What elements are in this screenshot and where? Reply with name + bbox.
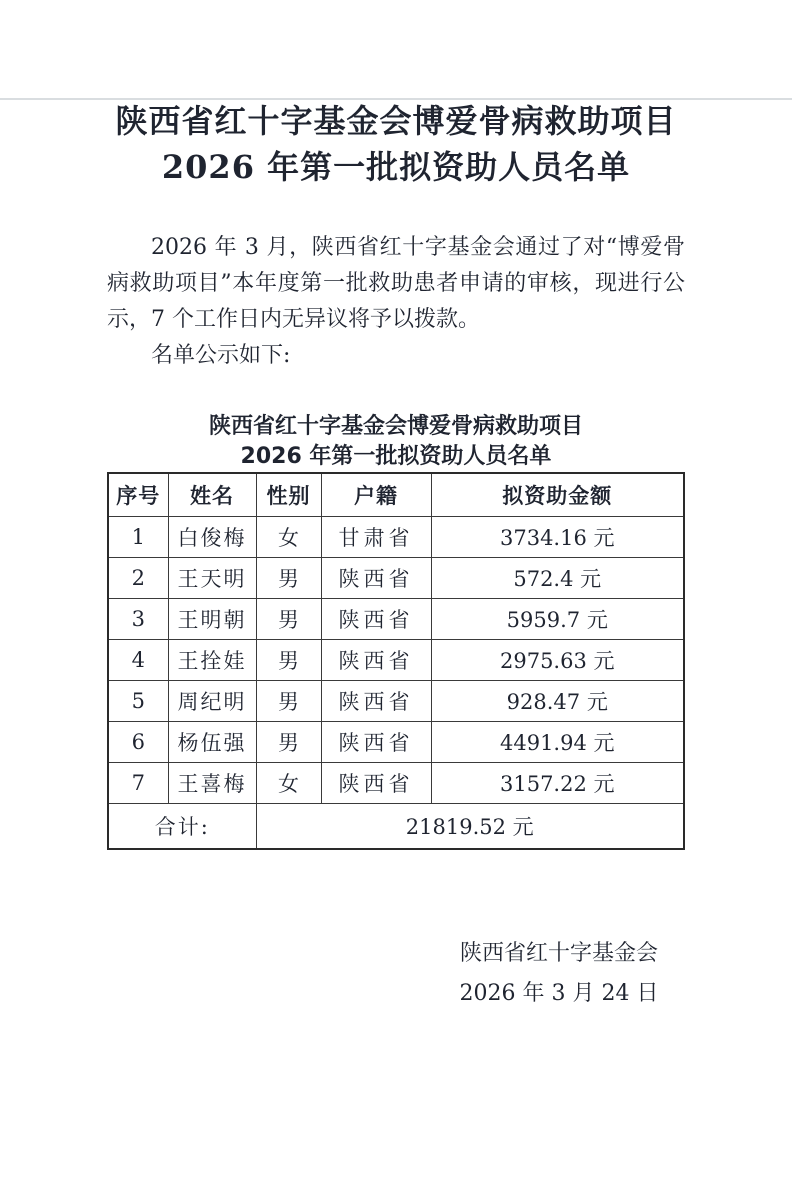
cell-region: 陕西省 (321, 762, 431, 803)
total-value: 21819.52 元 (256, 803, 684, 849)
recipients-table (107, 472, 685, 850)
table-total-row (108, 803, 684, 849)
table-caption-line2: 2026 年第一批拟资助人员名单 (240, 444, 552, 469)
cell-serial: 3 (108, 598, 168, 639)
cell-amount: 3734.16 元 (431, 516, 684, 557)
cell-name: 周纪明 (168, 680, 256, 721)
cell-region: 陕西省 (321, 557, 431, 598)
cell-name: 杨伍强 (168, 721, 256, 762)
page-top-edge (0, 98, 792, 100)
cell-gender: 男 (256, 680, 321, 721)
document-title-line2: 2026 年第一批拟资助人员名单 (161, 148, 631, 186)
header-gender: 性别 (256, 473, 321, 516)
cell-gender: 男 (256, 721, 321, 762)
cell-serial: 5 (108, 680, 168, 721)
cell-amount: 3157.22 元 (431, 762, 684, 803)
cell-gender: 男 (256, 639, 321, 680)
document-page (0, 98, 792, 1184)
cell-amount: 4491.94 元 (431, 721, 684, 762)
table-row (108, 680, 684, 721)
cell-gender: 女 (256, 762, 321, 803)
list-intro: 名单公示如下: (151, 343, 291, 368)
table-header-row (108, 473, 684, 516)
table-row (108, 516, 684, 557)
cell-region: 陕西省 (321, 721, 431, 762)
table-caption-line1: 陕西省红十字基金会博爱骨病救助项目 (208, 414, 583, 439)
cell-name: 王喜梅 (168, 762, 256, 803)
signature-organization: 陕西省红十字基金会 (459, 941, 658, 966)
cell-gender: 女 (256, 516, 321, 557)
total-label: 合计: (108, 803, 256, 849)
cell-name: 王明朝 (168, 598, 256, 639)
cell-gender: 男 (256, 598, 321, 639)
document-title-line1: 陕西省红十字基金会博爱骨病救助项目 (115, 102, 677, 140)
cell-region: 陕西省 (321, 680, 431, 721)
cell-region: 陕西省 (321, 639, 431, 680)
header-amount: 拟资助金额 (431, 473, 684, 516)
cell-serial: 6 (108, 721, 168, 762)
table-caption (0, 412, 792, 472)
table-row (108, 557, 684, 598)
cell-gender: 男 (256, 557, 321, 598)
body-text (107, 230, 685, 374)
table-row (108, 762, 684, 803)
cell-serial: 4 (108, 639, 168, 680)
document-title (0, 98, 792, 190)
cell-amount: 572.4 元 (431, 557, 684, 598)
cell-serial: 1 (108, 516, 168, 557)
table-row (108, 598, 684, 639)
announcement-paragraph: 2026 年 3 月，陕西省红十字基金会通过了对“博爱骨病救助项目”本年度第一批救助患者申请的审核，现进行公示，7 个工作日内无异议将予以拨款。 (107, 235, 685, 332)
cell-region: 甘肃省 (321, 516, 431, 557)
cell-region: 陕西省 (321, 598, 431, 639)
header-region: 户籍 (321, 473, 431, 516)
table-row (108, 721, 684, 762)
table-row (108, 639, 684, 680)
signature-block (394, 934, 724, 1014)
cell-name: 白俊梅 (168, 516, 256, 557)
cell-amount: 5959.7 元 (431, 598, 684, 639)
cell-name: 王拴娃 (168, 639, 256, 680)
signature-date: 2026 年 3 月 24 日 (459, 981, 659, 1006)
cell-amount: 2975.63 元 (431, 639, 684, 680)
header-name: 姓名 (168, 473, 256, 516)
header-serial: 序号 (108, 473, 168, 516)
cell-serial: 7 (108, 762, 168, 803)
cell-amount: 928.47 元 (431, 680, 684, 721)
cell-name: 王天明 (168, 557, 256, 598)
cell-serial: 2 (108, 557, 168, 598)
